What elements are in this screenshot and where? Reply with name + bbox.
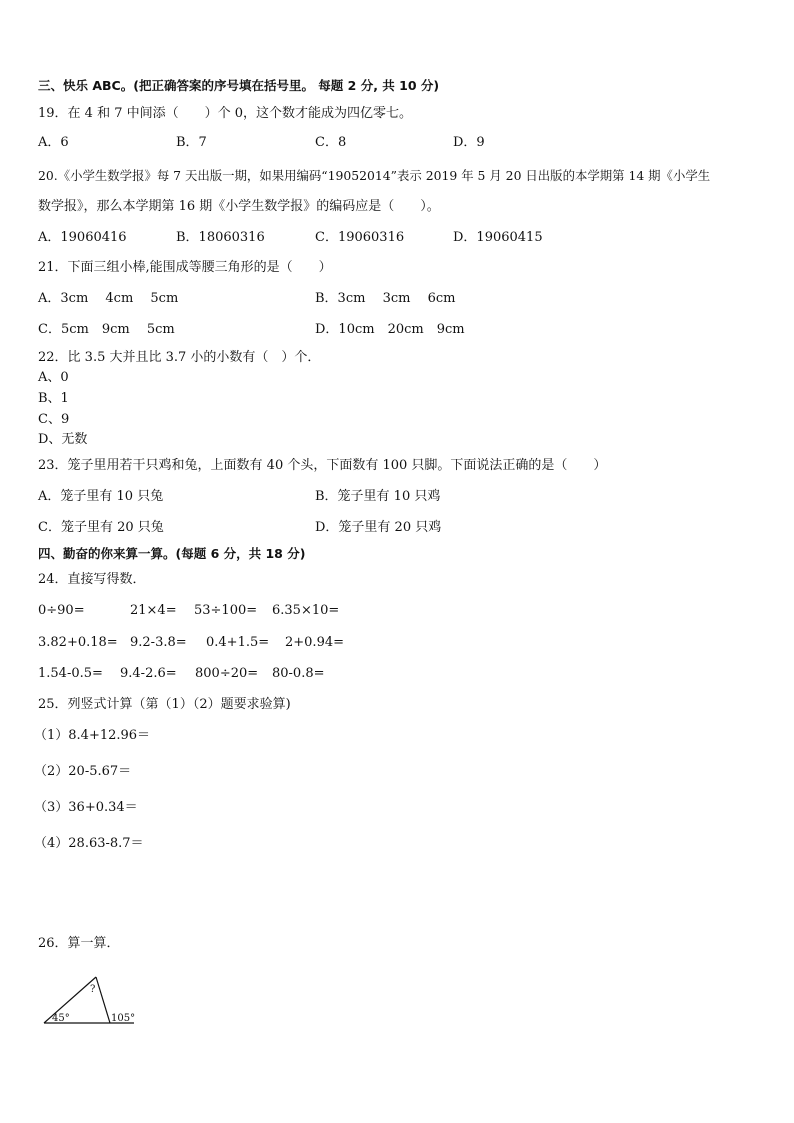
q23-stem: 23．笼子里用若干只鸡和兔，上面数有 40 个头，下面数有 100 只脚。下面说法正确的是（ ） [38, 458, 607, 473]
section-3-title: 三、快乐 ABC。(把正确答案的序号填在括号里。 每题 2 分, 共 10 分) [38, 78, 440, 93]
angle-105-label: 105° [111, 1013, 136, 1024]
q19-option-d: D．9 [453, 135, 485, 150]
q24-expression: 3.82+0.18= [38, 635, 118, 650]
q20-option-a: A．19060416 [38, 230, 127, 245]
triangle-diagram [40, 972, 150, 1028]
q21-stem: 21．下面三组小棒,能围成等腰三角形的是（ ） [38, 260, 332, 275]
q24-expression: 1.54-0.5= [38, 666, 103, 681]
q23-option-d: D．笼子里有 20 只鸡 [315, 520, 442, 535]
q24-expression: 6.35×10= [272, 603, 340, 618]
q24-expression: 80-0.8= [272, 666, 325, 681]
q21-option-b: B．3cm 3cm 6cm [315, 291, 456, 306]
q22-option-b: B、1 [38, 391, 69, 406]
q20-option-b: B．18060316 [176, 230, 265, 245]
q20-option-c: C．19060316 [315, 230, 405, 245]
q24-expression: 53÷100= [194, 603, 258, 618]
q19-option-c: C．8 [315, 135, 347, 150]
q24-expression: 9.2-3.8= [130, 635, 187, 650]
q26-stem: 26．算一算． [38, 936, 120, 951]
q24-expression: 21×4= [130, 603, 177, 618]
q25-stem: 25．列竖式计算（第（1）（2）题要求验算) [38, 697, 291, 712]
q19-option-b: B．7 [176, 135, 207, 150]
q22-option-c: C、9 [38, 412, 70, 427]
q21-option-c: C．5cm 9cm 5cm [38, 322, 175, 337]
q22-option-d: D、无数 [38, 432, 88, 447]
q19-option-a: A．6 [38, 135, 69, 150]
q21-option-a: A．3cm 4cm 5cm [38, 291, 179, 306]
triangle-figure [40, 972, 150, 1032]
q24-expression: 0÷90= [38, 603, 85, 618]
q19-stem: 19．在 4 和 7 中间添（ ）个 0，这个数才能成为四亿零七。 [38, 106, 413, 121]
q25-item-3: （3）36+0.34＝ [34, 800, 138, 815]
q21-option-d: D．10cm 20cm 9cm [315, 322, 465, 337]
q23-option-a: A．笼子里有 10 只兔 [38, 489, 164, 504]
q24-expression: 9.4-2.6= [120, 666, 177, 681]
q24-expression: 800÷20= [195, 666, 259, 681]
q24-expression: 0.4+1.5= [206, 635, 270, 650]
q22-stem: 22．比 3.5 大并且比 3.7 小的小数有（ ）个． [38, 350, 321, 365]
q20-stem-line1: 20.《小学生数学报》每 7 天出版一期，如果用编码“19052014”表示 2019 年 5 月 20 日出版的本学期第 14 期《小学生 [38, 168, 711, 183]
triangle-right-side [96, 977, 110, 1023]
q25-item-2: （2）20-5.67＝ [34, 764, 132, 779]
q23-option-b: B．笼子里有 10 只鸡 [315, 489, 441, 504]
q20-stem-line2: 数学报》，那么本学期第 16 期《小学生数学报》的编码应是（ ）。 [38, 199, 440, 214]
angle-45-label: 45° [52, 1013, 70, 1024]
q25-item-1: （1）8.4+12.96＝ [34, 728, 151, 743]
q23-option-c: C．笼子里有 20 只兔 [38, 520, 164, 535]
q25-item-4: （4）28.63-8.7＝ [34, 836, 144, 851]
unknown-angle-label: ? [90, 984, 96, 995]
section-4-title: 四、勤奋的你来算一算。(每题 6 分，共 18 分) [38, 546, 306, 561]
q22-option-a: A、0 [38, 370, 69, 385]
q20-option-d: D．19060415 [453, 230, 543, 245]
q24-expression: 2+0.94= [285, 635, 345, 650]
q24-stem: 24．直接写得数． [38, 572, 146, 587]
